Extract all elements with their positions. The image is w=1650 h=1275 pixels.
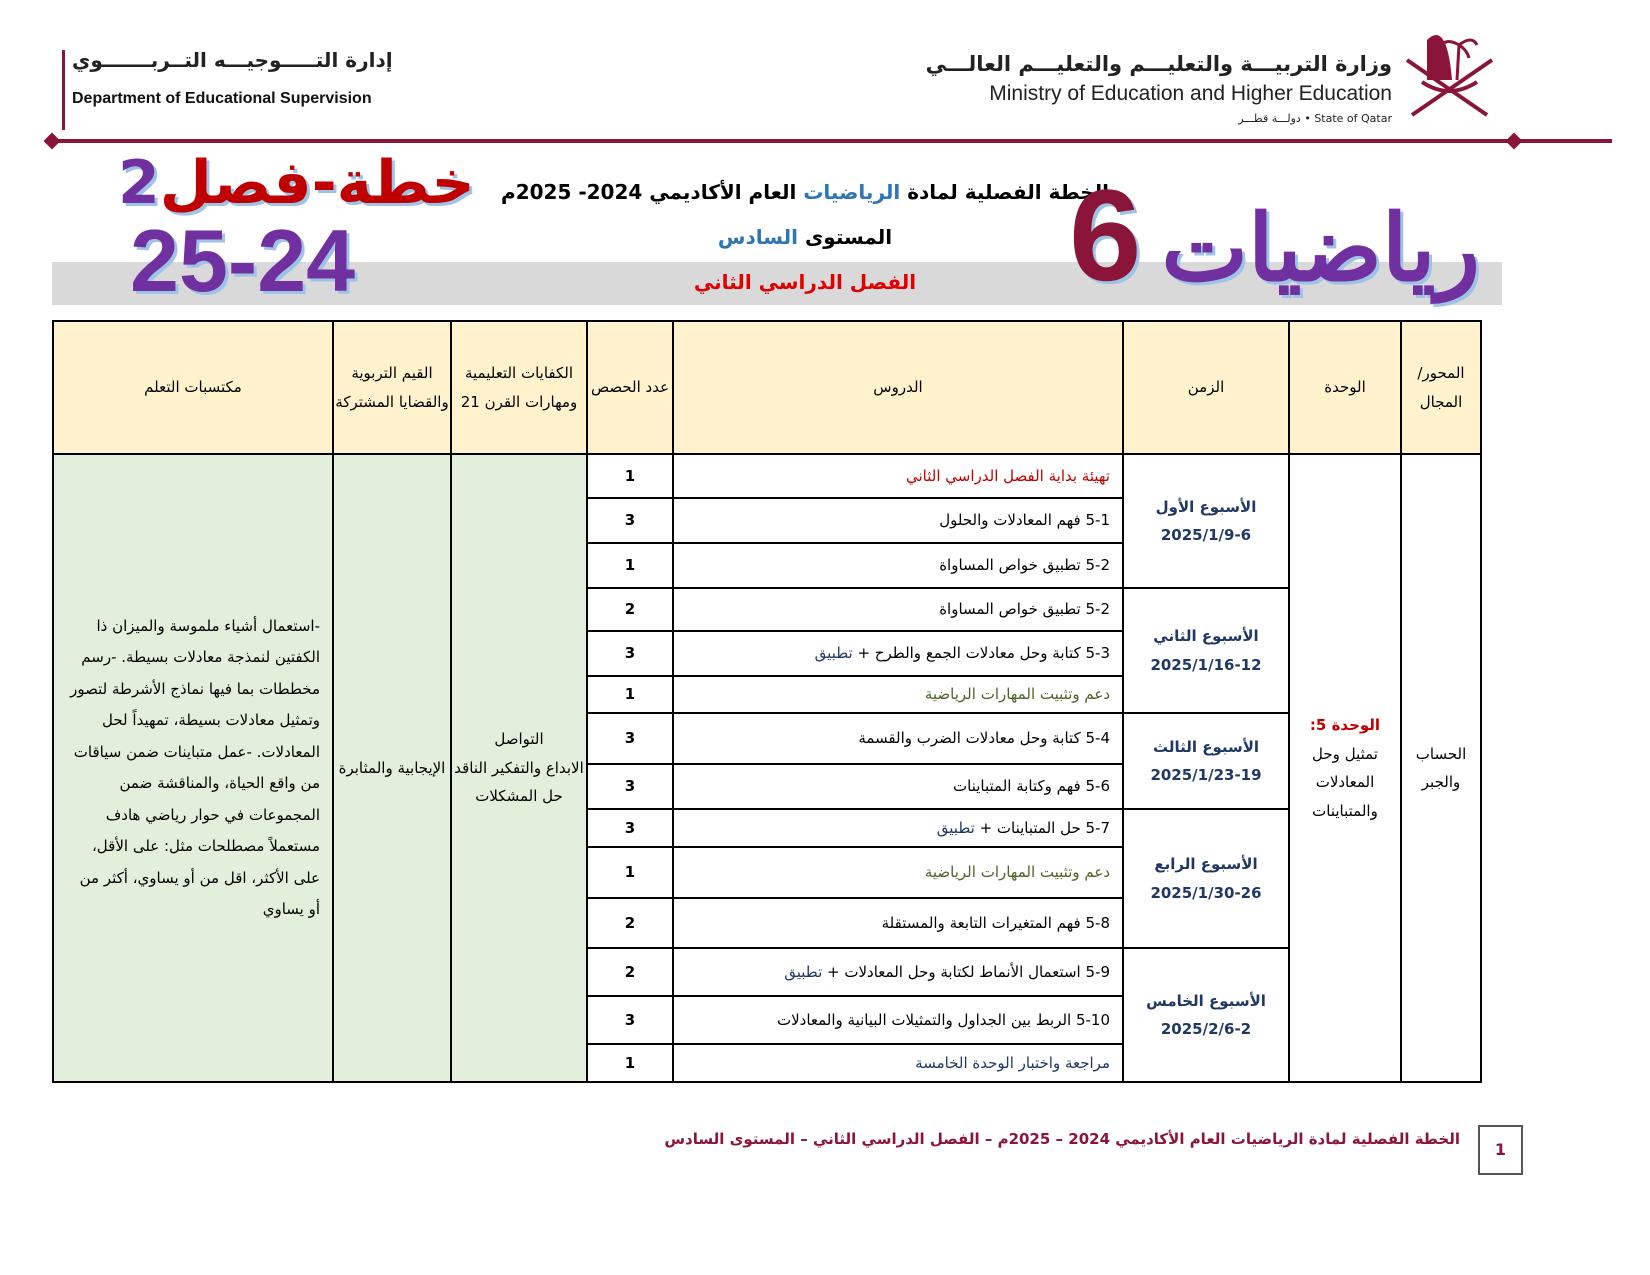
header-domain: المحور/ المجال [1401, 321, 1481, 454]
header-unit: الوحدة [1289, 321, 1401, 454]
count-cell: 1 [587, 676, 673, 713]
footer-text: الخطة الفصلية لمادة الرياضيات العام الأكاديمي 2024 – 2025م – الفصل الدراسي الثاني – المستوى السادس [664, 1130, 1460, 1148]
lesson-cell: تهيئة بداية الفصل الدراسي الثاني [673, 454, 1123, 498]
count-cell: 3 [587, 764, 673, 809]
plan-years: 25-24 [130, 211, 356, 310]
lesson-cell: 5-9 استعمال الأنماط لكتابة وحل المعادلات + تطبيق [673, 948, 1123, 996]
semester-title: الفصل الدراسي الثاني [693, 270, 917, 294]
lesson-cell: 5-4 كتابة وحل معادلات الضرب والقسمة [673, 713, 1123, 764]
lesson-cell: 5-1 فهم المعادلات والحلول [673, 498, 1123, 543]
count-cell: 1 [587, 847, 673, 898]
values-cell: الإيجابية والمثابرة [333, 454, 451, 1082]
lesson-cell: دعم وتثبيت المهارات الرياضية [673, 847, 1123, 898]
count-cell: 2 [587, 948, 673, 996]
header-divider [52, 139, 1612, 143]
divider-diamond [1506, 133, 1523, 150]
department-name-ar: إدارة التـــــوجيـــه التــربـــــــوي [72, 48, 393, 72]
week-cell: الأسبوع الخامس 2025/2/6-2 [1123, 948, 1289, 1082]
lesson-cell: مراجعة واختبار الوحدة الخامسة [673, 1044, 1123, 1082]
table-row [53, 454, 1481, 498]
learning-outcomes-cell: -استعمال أشياء ملموسة والميزان ذا الكفتين لنمذجة معادلات بسيطة. -رسم مخططات بما فيها نماذج الأشرطة لتصور وتمثيل معادلات بسيطة، تمهيداً لحل المعادلات. -عمل متباينات ضمن سياقات من واقع الحياة، والمناقشة ضمن المجموعات في حوار رياضي هادف مستعملاً مصطلحات مثل: على الأقل، على الأكثر، اقل من أو يساوي، أكثر من أو يساوي [53, 454, 333, 1082]
lesson-cell: 5-2 تطبيق خواص المساواة [673, 588, 1123, 631]
subject-banner: رياضيات6 [1069, 162, 1480, 308]
count-cell: 3 [587, 809, 673, 847]
ministry-name-en: Ministry of Education and Higher Education [989, 82, 1392, 105]
level-title: المستوى السادس [717, 225, 893, 249]
count-cell: 2 [587, 588, 673, 631]
lesson-cell: 5-2 تطبيق خواص المساواة [673, 543, 1123, 588]
count-cell: 3 [587, 713, 673, 764]
state-label: State of Qatar • دولـــة قطـــر [1238, 112, 1392, 125]
table-header-row [53, 321, 1481, 454]
plan-title: الخطة الفصلية لمادة الرياضيات العام الأكاديمي 2024- 2025م [501, 180, 1109, 204]
plan-table [52, 320, 1482, 1083]
week-cell: الأسبوع الرابع 2025/1/30-26 [1123, 809, 1289, 948]
plan-banner: خطة-فصل2 [118, 148, 475, 218]
count-cell: 1 [587, 454, 673, 498]
unit-cell: الوحدة 5: تمثيل وحل المعادلات والمتباينات [1289, 454, 1401, 1082]
header-competencies: الكفايات التعليمية ومهارات القرن 21 [451, 321, 587, 454]
lesson-cell: 5-3 كتابة وحل معادلات الجمع والطرح + تطبيق [673, 631, 1123, 676]
header-lessons: الدروس [673, 321, 1123, 454]
count-cell: 1 [587, 543, 673, 588]
header-values: القيم التربوية والقضايا المشتركة [333, 321, 451, 454]
department-divider [62, 50, 65, 130]
header-count: عدد الحصص [587, 321, 673, 454]
count-cell: 2 [587, 898, 673, 948]
count-cell: 3 [587, 498, 673, 543]
count-cell: 3 [587, 996, 673, 1044]
lesson-cell: دعم وتثبيت المهارات الرياضية [673, 676, 1123, 713]
page-number: 1 [1478, 1125, 1523, 1175]
week-cell: الأسبوع الأول 2025/1/9-6 [1123, 454, 1289, 588]
week-cell: الأسبوع الثاني 2025/1/16-12 [1123, 588, 1289, 713]
department-name-en: Department of Educational Supervision [72, 90, 372, 107]
ministry-logo [1397, 20, 1502, 125]
ministry-name-ar: وزارة التربيـــة والتعليـــم والتعليـــم العالـــي [925, 52, 1392, 76]
header-learning: مكتسبات التعلم [53, 321, 333, 454]
count-cell: 1 [587, 1044, 673, 1082]
domain-cell: الحساب والجبر [1401, 454, 1481, 1082]
count-cell: 3 [587, 631, 673, 676]
header-time: الزمن [1123, 321, 1289, 454]
lesson-cell: 5-8 فهم المتغيرات التابعة والمستقلة [673, 898, 1123, 948]
week-cell: الأسبوع الثالث 2025/1/23-19 [1123, 713, 1289, 809]
lesson-cell: 5-6 فهم وكتابة المتباينات [673, 764, 1123, 809]
lesson-cell: 5-7 حل المتباينات + تطبيق [673, 809, 1123, 847]
competencies-cell: التواصل الابداع والتفكير الناقد حل المشكلات [451, 454, 587, 1082]
lesson-cell: 5-10 الربط بين الجداول والتمثيلات البيانية والمعادلات [673, 996, 1123, 1044]
divider-diamond [44, 133, 61, 150]
